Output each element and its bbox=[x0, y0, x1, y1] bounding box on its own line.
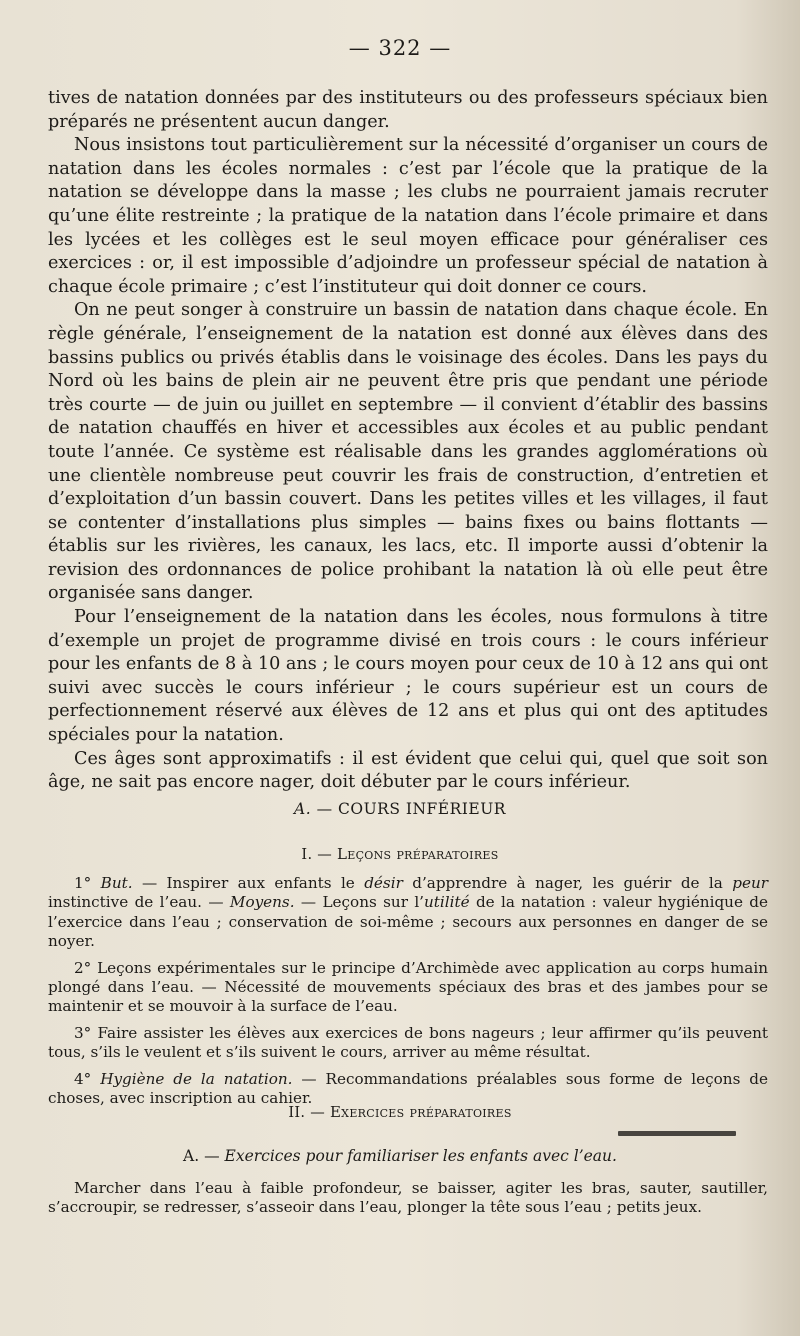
sub-heading-2-title: Exercices préparatoires bbox=[329, 1103, 512, 1121]
paragraph-1: tives de natation données par des instituteurs ou des professeurs spéciaux bien préparés ne présentent aucun danger. bbox=[48, 88, 768, 132]
subsection-letter: A. — bbox=[183, 1147, 220, 1165]
paragraph-4: Pour l’enseignement de la natation dans les écoles, nous formulons à titre d’exemple un projet de programme divisé en trois cours : le cours inférieur pour les enfants de 8 à 10 ans ; le cours moyen pour ceux de 10 à 12 ans qui ont suivi avec succès le cours inférieur ; le cours supérieur est un cours de perfectionnement réservé aux élèves de 12 ans et plus qui ont des aptitudes spéciales pour la natation. bbox=[48, 607, 768, 746]
item-4: 4° Hygiène de la natation. — Recommandations préalables sous forme de leçons de choses, avec inscription au cahier. bbox=[48, 1069, 768, 1108]
subsection-title: Exercices pour familiariser les enfants avec l’eau. bbox=[224, 1147, 617, 1165]
paragraph-3: On ne peut songer à construire un bassin de natation dans chaque école. En règle générale, l’enseignement de la natation est donné aux élèves dans des bassins publics ou privés établis dans le voisinage des écoles. Dans les pays du Nord où les bains de plein air ne peuvent être pris que pendant une période très courte — de juin ou juillet en septembre — il convient d’établir des bassins de natation chauffés en hiver et accessibles aux écoles et au public pendant toute l’année. Ce système est réalisable dans les grandes agglomérations où une clientèle nombreuse peut couvrir les frais de construction, d’entretien et d’exploitation d’un bassin couvert. Dans les petites villes et les villages, il faut se contenter d’installations plus simples — bains fixes ou bains flottants — établis sur les rivières, les canaux, les lacs, etc. Il importe aussi d’obtenir la revision des ordonnances de police prohibant la natation là où elle peut être organisée sans danger. bbox=[48, 300, 768, 604]
paragraph-2: Nous insistons tout particulièrement sur la nécessité d’organiser un cours de natation dans les écoles normales : c’est par l’école que la pratique de la natation se développe dans la masse ; les clubs ne pourraient jamais recruter qu’une élite restreinte ; la pratique de la natation dans l’école primaire et dans les lycées et les collèges est le seul moyen efficace pour généraliser ces exercices : or, il est impossible d’adjoindre un professeur spécial de natation à chaque école primaire ; c’est l’instituteur qui doit donner ce cours. bbox=[48, 135, 768, 297]
section-title: — COURS INFÉRIEUR bbox=[316, 800, 506, 818]
lesson-items bbox=[48, 874, 768, 1115]
item-2: 2° Leçons expérimentales sur le principe d’Archimède avec application au corps humain plongé dans l’eau. — Nécessité de mouvements spéciaux des bras et des jambes pour se maintenir et se mouvoir à la surface de l’eau. bbox=[48, 958, 768, 1016]
page-number: — 322 — bbox=[348, 36, 452, 60]
sub-heading-exercices bbox=[0, 1103, 800, 1121]
sub-heading-number: I. — bbox=[301, 847, 333, 863]
final-text bbox=[48, 1179, 768, 1225]
sub-heading-lecons bbox=[0, 845, 800, 863]
item-3: 3° Faire assister les élèves aux exercices de bons nageurs ; leur affirmer qu’ils peuvent tous, s’ils le veulent et s’ils suivent le cours, arriver au même résultat. bbox=[48, 1023, 768, 1062]
section-letter: A. bbox=[294, 800, 312, 818]
subsection-heading bbox=[0, 1147, 800, 1165]
ink-mark bbox=[618, 1131, 736, 1136]
main-text bbox=[48, 87, 768, 795]
paragraph-5: Ces âges sont approximatifs : il est évident que celui qui, quel que soit son âge, ne sait pas encore nager, doit débuter par le cours inférieur. bbox=[48, 748, 768, 793]
item-1: 1° But. — Inspirer aux enfants le désir d’apprendre à nager, les guérir de la peur instinctive de l’eau. — Moyens. — Leçons sur l’utilité de la natation : valeur hygiénique de l’exercice dans l’eau ; conservation de soi-même ; secours aux personnes en danger de se noyer. bbox=[48, 874, 769, 951]
sub-heading-2-number: II. — bbox=[288, 1105, 326, 1121]
final-paragraph: Marcher dans l’eau à faible profondeur, se baisser, agiter les bras, sauter, sautiller, s’accroupir, se redresser, s’asseoir dans l’eau, plonger la tête sous l’eau ; petits jeux. bbox=[48, 1179, 768, 1217]
sub-heading-title: Leçons préparatoires bbox=[337, 845, 499, 863]
section-heading-cours-inferieur bbox=[0, 800, 800, 818]
